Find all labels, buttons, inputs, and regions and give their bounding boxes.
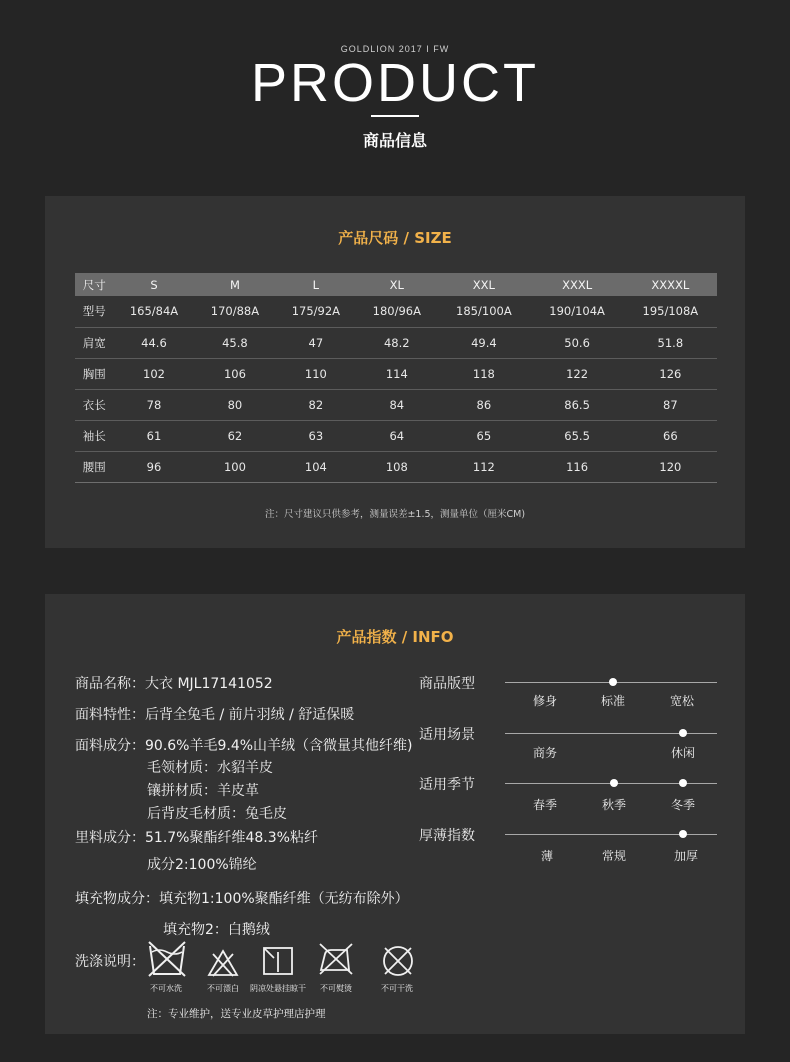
column-header: S (114, 273, 195, 296)
scale-option: 秋季 (601, 798, 627, 812)
page-header (0, 0, 790, 170)
table-cell: 61 (114, 420, 195, 451)
table-cell: 165/84A (114, 296, 195, 327)
table-cell: 47 (275, 327, 356, 358)
fabric-composition: 面料成分：90.6%羊毛9.4%山羊绒（含微量其他纤维) (75, 738, 413, 754)
size-table-header (75, 273, 717, 296)
product-name: 商品名称：大衣 MJL17141052 (75, 676, 273, 692)
info-section-title: 产品指数 / INFO (336, 628, 454, 646)
table-cell: 51.8 (624, 327, 717, 358)
table-cell: 87 (624, 389, 717, 420)
column-header: XXXL (530, 273, 623, 296)
scale-option: 标准 (600, 694, 626, 708)
size-section-title: 产品尺码 / SIZE (338, 229, 452, 247)
column-header: XL (356, 273, 437, 296)
scale-option: 春季 (532, 798, 558, 812)
table-cell: 65.5 (530, 420, 623, 451)
table-cell: 78 (114, 389, 195, 420)
scale-label-occasion: 适用场景 (419, 727, 475, 743)
table-cell: 45.8 (194, 327, 275, 358)
collar-material: 毛领材质：水貂羊皮 (147, 760, 273, 776)
table-row (75, 451, 717, 482)
info-panel (45, 594, 745, 1034)
table-cell: 126 (624, 358, 717, 389)
scale-option: 商务 (532, 746, 558, 760)
table-cell: 84 (356, 389, 437, 420)
scale-option: 薄 (540, 849, 554, 863)
table-cell: 96 (114, 451, 195, 482)
table-cell: 80 (194, 389, 275, 420)
line-dry-shade-icon (262, 946, 294, 976)
column-header: M (194, 273, 275, 296)
column-header: L (275, 273, 356, 296)
scale-option: 加厚 (673, 849, 699, 863)
table-row (75, 296, 717, 327)
back-fur-material: 后背皮毛材质：兔毛皮 (147, 806, 287, 822)
table-cell: 62 (194, 420, 275, 451)
table-cell: 65 (437, 420, 530, 451)
row-label: 肩宽 (75, 327, 114, 358)
row-label: 腰围 (75, 451, 114, 482)
table-cell: 175/92A (275, 296, 356, 327)
no-bleach-icon (207, 948, 239, 978)
column-header: XXL (437, 273, 530, 296)
scale-option: 宽松 (669, 694, 695, 708)
table-cell: 48.2 (356, 327, 437, 358)
size-panel (45, 196, 745, 548)
table-cell: 112 (437, 451, 530, 482)
table-cell: 190/104A (530, 296, 623, 327)
scale-marker (679, 729, 687, 737)
table-cell: 116 (530, 451, 623, 482)
column-header: XXXXL (624, 273, 717, 296)
table-row (75, 389, 717, 420)
scale-option: 常规 (601, 849, 627, 863)
table-cell: 66 (624, 420, 717, 451)
scale-label-thickness: 厚薄指数 (419, 828, 475, 844)
filling-composition-2: 填充物2：白鹅绒 (163, 922, 270, 938)
table-cell: 86.5 (530, 389, 623, 420)
fabric-feature: 面料特性：后背全兔毛 / 前片羽绒 / 舒适保暖 (75, 707, 355, 723)
care-label: 阴凉处悬挂晾干 (250, 984, 306, 993)
scale-option: 休闲 (670, 746, 696, 760)
table-cell: 170/88A (194, 296, 275, 327)
scale-label-season: 适用季节 (419, 777, 475, 793)
wash-label: 洗涤说明： (75, 954, 145, 970)
lining-composition-2: 成分2:100%锦纶 (147, 857, 257, 873)
scale-option: 冬季 (670, 798, 696, 812)
table-cell: 195/108A (624, 296, 717, 327)
table-cell: 110 (275, 358, 356, 389)
row-label: 袖长 (75, 420, 114, 451)
no-iron-icon (317, 942, 355, 976)
table-cell: 120 (624, 451, 717, 482)
scale-marker (610, 779, 618, 787)
no-dry-clean-icon (381, 944, 415, 978)
care-label: 不可熨烫 (320, 984, 352, 993)
table-cell: 44.6 (114, 327, 195, 358)
size-table (75, 273, 717, 483)
scale-label-fit: 商品版型 (419, 676, 475, 692)
table-cell: 108 (356, 451, 437, 482)
table-cell: 50.6 (530, 327, 623, 358)
table-cell: 106 (194, 358, 275, 389)
trim-material: 镶拼材质：羊皮革 (147, 783, 259, 799)
page-subtitle: 商品信息 (362, 131, 427, 150)
table-row (75, 327, 717, 358)
scale-marker (679, 830, 687, 838)
table-row (75, 420, 717, 451)
row-label: 胸围 (75, 358, 114, 389)
table-cell: 118 (437, 358, 530, 389)
scale-option: 修身 (532, 694, 558, 708)
care-note: 注：专业维护，送专业皮草护理店护理 (147, 1008, 326, 1020)
table-cell: 185/100A (437, 296, 530, 327)
table-cell: 63 (275, 420, 356, 451)
table-cell: 180/96A (356, 296, 437, 327)
care-label: 不可水洗 (150, 984, 182, 993)
row-label: 型号 (75, 296, 114, 327)
lining-composition: 里料成分：51.7%聚酯纤维48.3%粘纤 (75, 830, 318, 846)
size-note: 注：尺寸建议只供参考，测量误差±1.5，测量单位（厘米CM) (264, 509, 526, 520)
table-cell: 86 (437, 389, 530, 420)
title-underline (371, 115, 419, 117)
table-cell: 100 (194, 451, 275, 482)
table-cell: 104 (275, 451, 356, 482)
table-cell: 122 (530, 358, 623, 389)
page-title: PRODUCT (251, 53, 539, 113)
table-cell: 49.4 (437, 327, 530, 358)
brand-line: GOLDLION 2017 I FW (340, 44, 450, 54)
row-label: 衣长 (75, 389, 114, 420)
care-label: 不可漂白 (207, 984, 239, 993)
scale-marker (609, 678, 617, 686)
care-label: 不可干洗 (381, 984, 413, 993)
table-cell: 64 (356, 420, 437, 451)
table-cell: 114 (356, 358, 437, 389)
table-cell: 102 (114, 358, 195, 389)
table-cell: 82 (275, 389, 356, 420)
table-row (75, 358, 717, 389)
scale-marker (679, 779, 687, 787)
filling-composition: 填充物成分：填充物1:100%聚酯纤维（无纺布除外） (75, 891, 409, 907)
no-wash-icon (147, 940, 187, 978)
column-header: 尺寸 (75, 273, 114, 296)
